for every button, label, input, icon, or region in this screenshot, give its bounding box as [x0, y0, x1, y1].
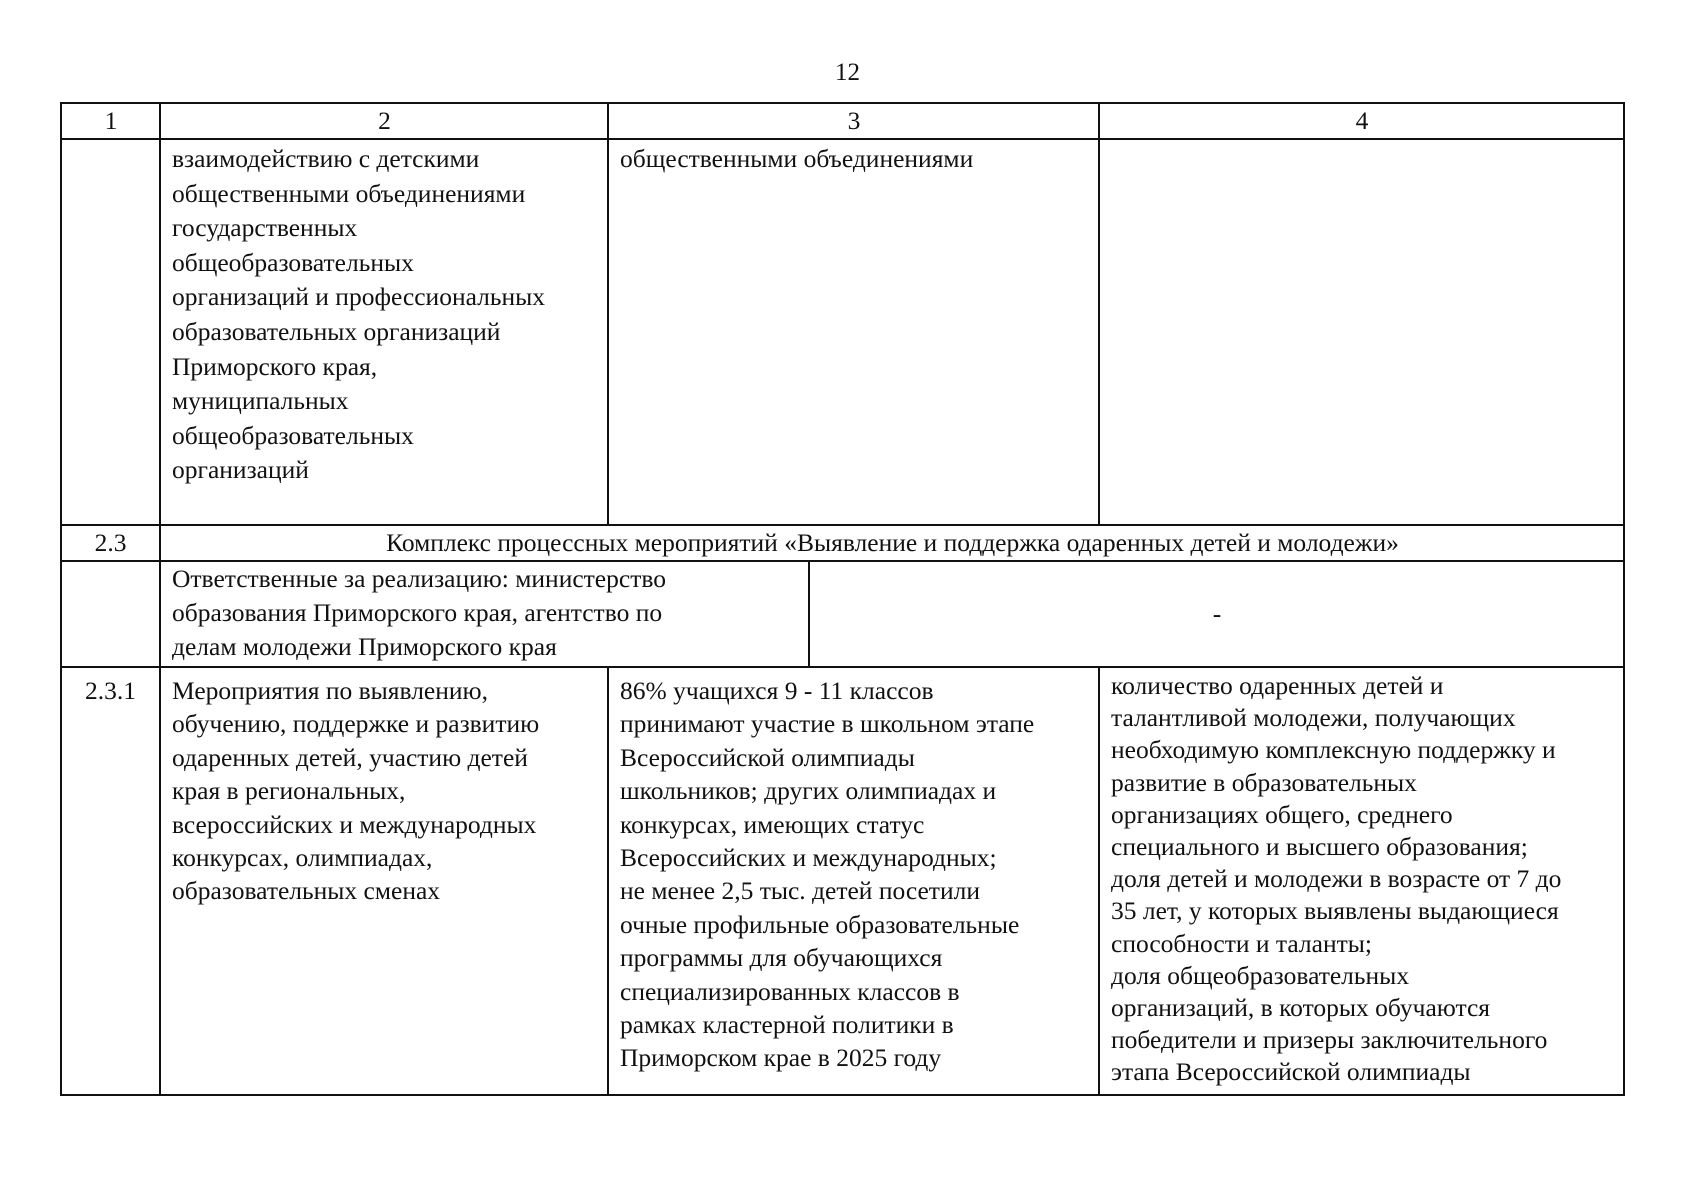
page-number: 12 [835, 59, 860, 86]
continuation-col-3: общественными объединениями [608, 139, 1099, 525]
responsible-text: Ответственные за реализацию: министерство образования Приморского края, агентство по делам молодежи Приморского края [160, 561, 809, 667]
program-table [60, 102, 1625, 1096]
continuation-col-4 [1099, 139, 1624, 525]
table-row-continuation [61, 139, 1624, 525]
header-col-4: 4 [1099, 103, 1624, 139]
table-row-section [61, 525, 1624, 561]
section-title: Комплекс процессных мероприятий «Выявление и поддержка одаренных детей и молодежи» [160, 525, 1624, 561]
continuation-col-2: взаимодействию с детскими общественными объединениями государственных общеобразовательных организаций и профессиональных образовательных организаций Приморского края, муниципальных общеобразовательных организаций [160, 139, 608, 525]
table-row-responsible [61, 561, 1624, 667]
header-col-2: 2 [160, 103, 608, 139]
header-col-3: 3 [608, 103, 1099, 139]
item-result: 86% учащихся 9 - 11 классов принимают участие в школьном этапе Всероссийской олимпиады школьников; других олимпиадах и конкурсах, имеющих статус Всероссийских и международных; не менее 2,5 тыс. детей посетили очные профильные образовательные программы для обучающихся специализированных классов в рамках кластерной политики в Приморском крае в 2025 году [608, 667, 1099, 1095]
responsible-col-1 [61, 561, 160, 667]
item-activity: Мероприятия по выявлению, обучению, поддержке и развитию одаренных детей, участию детей края в региональных, всероссийских и международных конкурсах, олимпиадах, образовательных сменах [160, 667, 608, 1095]
table-row-item [61, 667, 1624, 1095]
section-number: 2.3 [61, 525, 160, 561]
continuation-col-1 [61, 139, 160, 525]
responsible-value: - [809, 561, 1624, 667]
table-header-row [61, 103, 1624, 139]
header-col-1: 1 [61, 103, 160, 139]
item-number: 2.3.1 [61, 667, 160, 1095]
item-indicators: количество одаренных детей и талантливой молодежи, получающих необходимую комплексную поддержку и развитие в образовательных организациях общего, среднего специального и высшего образования; доля детей и молодежи в возрасте от 7 до 35 лет, у которых выявлены выдающиеся способности и таланты; доля общеобразовательных организаций, в которых обучаются победители и призеры заключительного этапа Всероссийской олимпиады [1099, 667, 1624, 1095]
